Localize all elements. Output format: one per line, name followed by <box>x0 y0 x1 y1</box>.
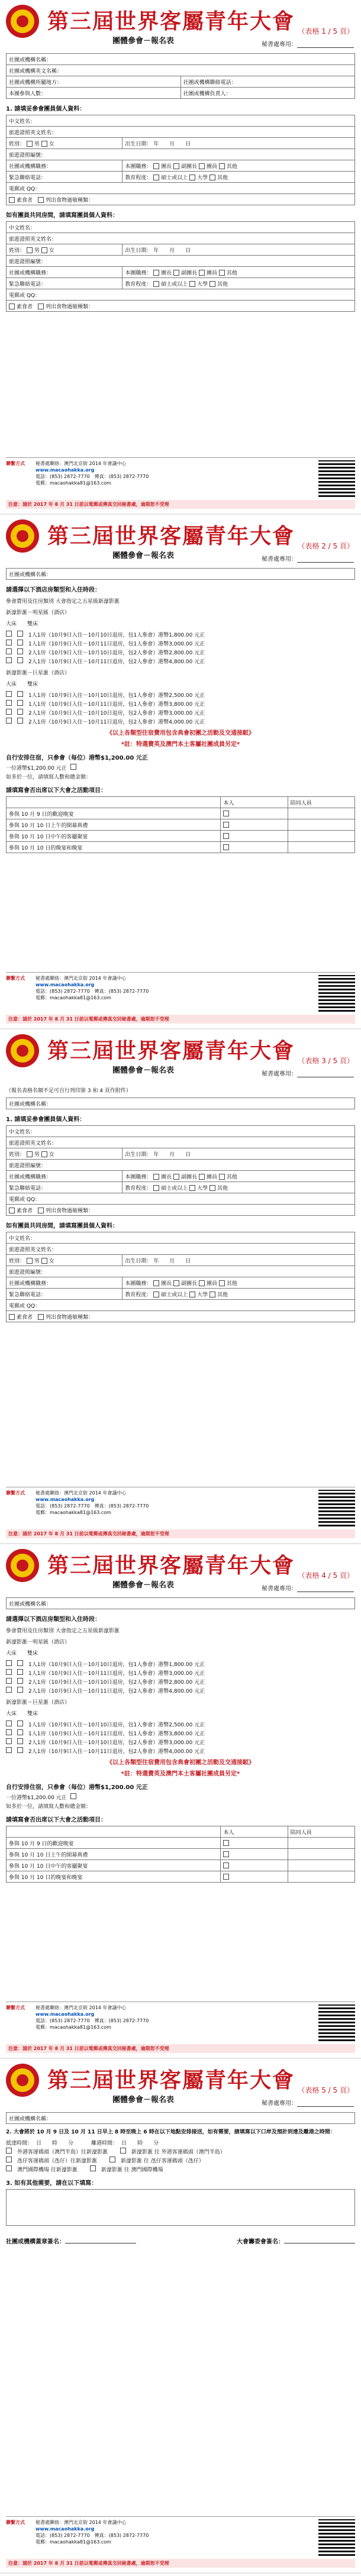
transfer-question: 2. 大會將於 10 月 9 日及 10 月 11 日早上 8 時至晚上 6 時在以下地點安排接送，如有需要，請填寫以下口岸及預計到達及離港之時間： <box>6 2129 336 2135</box>
footer-label: 聯繫方式 <box>6 461 25 466</box>
org-contact-field[interactable]: 社團或機構聯絡電話： <box>180 76 355 88</box>
room-option[interactable]: 2人1房（10月9日入住－10月10日退房，包2人參會）港幣2,800.00 元正 <box>6 648 355 656</box>
page-header: 第三屆世界客屬青年大會 團體參會－報名表 （表格 5 / 5 頁） 秘書處專用： <box>0 2059 361 2104</box>
education-field[interactable]: 教育程度： 碩士或以上 大學 其他 <box>123 172 355 183</box>
participant-table-3 <box>6 1125 355 1216</box>
org-post-field[interactable]: 社團或機構職務： <box>7 267 123 278</box>
page-footer: 聯繫方式 秘書處聯絡：澳門北京街 2014 年會議中心 www.macaohakka.org 電話：(853) 2872-7770 傳真：(853) 2872-7770 電郵：macaohakka81@163.com 注意：請於 2017 年 8 月 31 日前以電郵或傳真交回秘書處，逾期恕不受理 <box>6 2002 355 2053</box>
org-name-en-field[interactable]: 社團或機構英文名稱： <box>7 65 355 76</box>
self-checkbox[interactable] <box>221 1871 288 1883</box>
hotel-b-title: 新濠影滙－巨星滙（酒店） <box>6 670 70 676</box>
org-members-field[interactable]: 本團參與人數： <box>7 88 181 99</box>
dob-field[interactable]: 出生日期： 年 月 日 <box>123 1255 355 1266</box>
en-name-field[interactable]: 旅遊證照英文姓名： <box>7 127 355 138</box>
room-option[interactable]: 2人1房（10月9日入住－10月11日退房，包2人參會）港幣4,800.00 元正 <box>6 1687 355 1694</box>
qr-code-icon <box>318 1490 355 1526</box>
room-option[interactable]: 2人1房（10月9日入住－10月10日退房，包2人參會）港幣3,000.00 元正 <box>6 1738 355 1746</box>
transfer-option[interactable]: 澳門國際機場 往新濠影滙 新濠影滙 往 澳門國際機場 <box>6 2165 355 2173</box>
position-field[interactable]: 本團職務： 團長 副團長 團員 其他 <box>123 1171 355 1182</box>
room-option[interactable]: 1人1房（10月9日入住－10月10日退房，包1人參會）港幣1,800.00 元正 <box>6 1660 355 1668</box>
email-qq-field[interactable]: 電郵或 QQ： <box>7 1193 355 1205</box>
package-note: 《以上各類型住宿費用包含典會初團之活動及交通接駁》 <box>107 730 254 737</box>
form-page-number: （表格 5 / 5 頁） <box>298 2086 354 2094</box>
emergency-field[interactable]: 緊急聯絡電話： <box>7 1289 123 1300</box>
room-option[interactable]: 1人1房（10月9日入住－10月10日退房，包1人參會）港幣2,500.00 元正 <box>6 1720 355 1728</box>
self-more-field[interactable]: 如多於一位，請填寫人數和總金額： <box>6 1804 92 1810</box>
education-field[interactable]: 教育程度： 碩士或以上 大學 其他 <box>123 278 355 289</box>
cn-name-field[interactable]: 中文姓名： <box>7 1126 355 1137</box>
org-name-field[interactable]: 社團或機構名稱： <box>7 569 355 580</box>
position-field[interactable]: 本團職務： 團長 副團長 團員 其他 <box>123 160 355 172</box>
email-qq-field[interactable]: 電郵或 QQ： <box>7 183 355 194</box>
emergency-field[interactable]: 緊急聯絡電話： <box>7 1182 123 1193</box>
passport-field[interactable]: 旅遊證照編號： <box>7 1266 355 1277</box>
bed-type-header: 大床 雙床 <box>6 621 38 627</box>
emergency-field[interactable]: 緊急聯絡電話： <box>7 278 123 289</box>
en-name-field[interactable]: 旅遊證照英文姓名： <box>7 1244 355 1255</box>
secretariat-field[interactable] <box>262 39 354 48</box>
time-row[interactable]: 抵達時間： 日 時 分 離港時間： 日 時 分 <box>6 2141 159 2146</box>
org-info-table <box>6 53 355 99</box>
self-checkbox[interactable] <box>221 1838 288 1849</box>
emergency-field[interactable]: 緊急聯絡電話： <box>7 172 123 183</box>
hotel-subtitle: 參會費用及住房類別 大會指定之五星級新濠影滙 <box>6 599 120 605</box>
meal-field[interactable]: 素食者 列出食物過敏種類： <box>7 1205 355 1216</box>
gender-field[interactable]: 姓別： 男 女 <box>7 1148 123 1160</box>
org-info-table <box>6 568 355 580</box>
companion-field[interactable] <box>288 808 354 819</box>
form-page-number: （表格 3 / 5 頁） <box>298 1057 354 1065</box>
org-name-field[interactable]: 社團或機構名稱： <box>7 1098 355 1109</box>
other-needs-title: 3. 如有其他需要，請在以下填寫： <box>6 2180 98 2187</box>
secretariat-field[interactable]: 秘書處專用： <box>262 554 354 563</box>
form-page-number: （表格 4 / 5 頁） <box>298 1571 354 1580</box>
org-post-field[interactable]: 社團或機構職務： <box>7 1277 123 1289</box>
event-logo-icon <box>5 2062 40 2098</box>
org-address-field[interactable]: 社團或機構所屬地方： <box>7 76 181 88</box>
gender-field[interactable]: 姓別： 男 女 <box>7 244 123 256</box>
en-name-field[interactable]: 旅遊證照英文姓名： <box>7 233 355 244</box>
qr-code-icon <box>318 2004 355 2041</box>
event-title: 第三屆世界客屬青年大會 <box>47 9 295 34</box>
event-logo-icon <box>5 4 40 39</box>
form-page-2 <box>0 515 361 1029</box>
page-header: 第三屆世界客屬青年大會 團體參會－報名表 （表格 4 / 5 頁） 秘書處專用： <box>0 1544 361 1589</box>
meal-field[interactable]: 素食者 列出食物過敏種類： <box>7 1311 355 1322</box>
room-option[interactable]: 2人1房（10月9日入住－10月10日退房，包2人參會）港幣3,000.00 元正 <box>6 709 355 716</box>
cn-name-field[interactable]: 中文姓名： <box>7 115 355 127</box>
org-name-field[interactable]: 社團或機構名稱： <box>7 54 355 65</box>
page-footer: 聯繫方式 秘書處聯絡：澳門北京街 2014 年會議中心 www.macaohakka.org 電話：(853) 2872-7770 傳真：(853) 2872-7770 電郵：macaohakka81@163.com 注意：請於 2017 年 8 月 31 日前以電郵或傳真交回秘書處，逾期恕不受理 <box>6 1487 355 1538</box>
qr-code-icon <box>318 2519 355 2556</box>
position-field[interactable]: 本團職務： 團長 副團長 團員 其他 <box>123 267 355 278</box>
hotel-section-title: 請選擇以下酒店房類型和入住時段： <box>6 587 101 593</box>
meal-field[interactable]: 素食者 列出食物過敏種類： <box>7 301 355 312</box>
participant-table-2 <box>6 221 355 312</box>
self-fee-option[interactable]: 一位港幣$1,200.00 元正 <box>6 1793 355 1801</box>
footer-email-link[interactable]: 電郵：macaohakka81@163.com <box>36 995 111 1000</box>
signature-row <box>6 2236 355 2245</box>
en-name-field[interactable]: 旅遊證照英文姓名： <box>7 1137 355 1148</box>
room-option[interactable]: 2人1房（10月9日入住－10月11日退房，包2人參會）港幣4,000.00 元正 <box>6 1747 355 1755</box>
companion-field[interactable] <box>288 819 354 831</box>
org-post-field[interactable]: 社團或機構職務： <box>7 1171 123 1182</box>
room-option[interactable]: 1人1房（10月9日入住－10月10日退房，包1人參會）港幣1,800.00 元正 <box>6 631 355 638</box>
secretariat-field[interactable]: 秘書處專用： <box>262 2098 354 2107</box>
secretariat-field[interactable]: 秘書處專用： <box>262 1583 354 1592</box>
footer-contact: 秘書處聯絡：澳門北京街 2014 年會議中心 www.macaohakka.org 電話：(853) 2872-7770 傳真：(853) 2872-7770 電郵：macaohakka81@163.com <box>36 461 149 486</box>
page-header <box>0 0 361 48</box>
room-option[interactable]: 1人1房（10月9日入住－10月11日退房，包1人參會）港幣3,000.00 元正 <box>6 1669 355 1677</box>
room-option[interactable]: 1人1房（10月9日入住－10月11日退房，包1人參會）港幣3,800.00 元正 <box>6 700 355 708</box>
room-option[interactable]: 1人1房（10月9日入住－10月10日退房，包1人參會）港幣2,500.00 元正 <box>6 691 355 699</box>
footer-website-link[interactable]: www.macaohakka.org <box>36 2012 95 2017</box>
form-page-number: （表格 1 / 5 頁） <box>298 27 354 35</box>
page-header <box>0 515 361 563</box>
transfer-option[interactable]: 外港客運碼頭（澳門半島）往新濠影滙 新濠影滙 往 外港客運碼頭（澳門半島） <box>6 2148 355 2155</box>
form-page-number: （表格 2 / 5 頁） <box>298 542 354 550</box>
education-field[interactable]: 教育程度： 碩士或以上 大學 其他 <box>123 1289 355 1300</box>
room-option[interactable]: 2人1房（10月9日入住－10月10日退房，包2人參會）港幣2,800.00 元正 <box>6 1678 355 1686</box>
org-name-field[interactable]: 社團或機構名稱： <box>7 1598 355 1609</box>
form-subtitle: 團體參會－報名表 <box>112 37 175 46</box>
cn-name-field[interactable]: 中文姓名： <box>7 1232 355 1244</box>
footer-website-link[interactable]: www.macaohakka.org <box>36 467 95 473</box>
event-logo-icon <box>5 518 40 554</box>
transfer-option[interactable]: 氹仔客運碼頭（氹仔）往新濠影滙 新濠影滙 往 氹仔客運碼頭（氹仔） <box>6 2157 355 2164</box>
footer-email-link[interactable]: 電郵：macaohakka81@163.com <box>36 1510 111 1515</box>
other-needs-field[interactable] <box>6 2189 355 2226</box>
room-option[interactable]: 1人1房（10月9日入住－10月11日退房，包1人參會）港幣3,800.00 元正 <box>6 1729 355 1737</box>
footer-email-link[interactable]: 電郵：macaohakka81@163.com <box>36 480 111 486</box>
form-page-5 <box>0 2059 361 2574</box>
form-page-4: 第三屆世界客屬青年大會 團體參會－報名表 （表格 4 / 5 頁） 秘書處專用： 社團或機構名稱： 請選擇以下酒店房類型和入住時段： 參會費用及住房類別 大會指定之五星級新濠影滙 新濠影滙－明星匯（酒店） 大床 雙床 1人1房（10月9日入住－10月10日退房，包1人參會）港幣1,800.00 元正 1人1房（10月9日入住－10月11日退房，包1人參會）港幣3,000.00 元正 2人1房（10月9日入住－10月10日退房，包2人參會）港幣2,800.00 元正 2人1房（10月9日入住－10月11日退房，包2人參會）港幣4,800.00 元正 新濠影滙－巨星滙（酒店） 大床 雙床 1人1房（10月9日入住－10月10日退房，包1人參會）港幣2,500.00 元正 1人1房（10月9日入住－10月11日退房，包1人參會）港幣3,800.00 元正 2人1房（10月9日入住－10月10日退房，包2人參會）港幣3,000.00 元正 2人1房（10月9日入住－10月11日退房，包2人參會）港幣4,000.00 元正 《以上各類型住宿費用包含典會初團之活動及交通接駁》 *註：特選費英及澳門本土客屬社團成員另定* 自行安排住宿，只參會（每位）港幣$1,200.00 元正 一位港幣$1,200.00 元正 如多於一位，請填寫人數和總金額： 請填寫會否出席以下大會之活動項目： 本人 陪同人員 參與 10 月 9 日的歡迎晚宴 參與 10 月 10 日上午的開幕典禮 參與 10 月 10 日中午的客屬聚宴 參與 10 月 10 日的晚宴和晚宴 聯繫方式 秘書處聯絡：澳門北京街 2014 年會議中心 www.macaohakka.org 電話：(853) 2872-7770 傳真：(853) 2872-7770 電郵：macaohakka81@163.com 注意：請於 2017 年 8 月 31 日前以電郵或傳真交回秘書處，逾期恕不受理 <box>0 1544 361 2059</box>
education-field[interactable]: 教育程度： 碩士或以上 大學 其他 <box>123 1182 355 1193</box>
participant-table-4 <box>6 1232 355 1322</box>
form-subtitle: 團體參會－報名表 <box>112 551 175 560</box>
passport-field[interactable]: 旅遊證照編號： <box>7 1160 355 1171</box>
page-footer: 聯繫方式 秘書處聯絡：澳門北京街 2014 年會議中心 www.macaohakka.org 電話：(853) 2872-7770 傳真：(853) 2872-7770 電郵：macaohakka81@163.com 注意：請於 2017 年 8 月 31 日前以電郵或傳真交回秘書處，逾期恕不受理 <box>6 2516 355 2568</box>
email-qq-field[interactable]: 電郵或 QQ： <box>7 289 355 301</box>
org-head-field[interactable]: 社團或機構負責人： <box>180 88 355 99</box>
passport-field[interactable]: 旅遊證照編號： <box>7 149 355 160</box>
self-fee-option[interactable]: 一位港幣$1,200.00 元正 <box>6 764 355 771</box>
org-signature-field[interactable]: 社團或機構蓋章簽名： <box>6 2236 136 2245</box>
footer-warning: 注意：請於 2017 年 8 月 31 日前以電郵或傳真交回秘書處，逾期恕不受理 <box>6 500 355 509</box>
bed-type-header: 大床 雙床 <box>6 682 38 687</box>
room-option[interactable]: 1人1房（10月9日入住－10月11日退房，包1人參會）港幣3,000.00 元正 <box>6 640 355 647</box>
email-qq-field[interactable]: 電郵或 QQ： <box>7 1300 355 1311</box>
dob-field[interactable]: 出生日期： 年 月 日 <box>123 244 355 256</box>
extra-copy-note: （報名表格名額不足可自行列印第 3 和 4 頁作附件） <box>6 1088 131 1094</box>
page-header: 第三屆世界客屬青年大會 團體參會－報名表 （表格 3 / 5 頁） 秘書處專用： <box>0 1029 361 1074</box>
companion-field[interactable] <box>288 1871 354 1883</box>
org-info-table <box>6 2112 355 2124</box>
companion-field[interactable] <box>288 831 354 842</box>
event-logo-icon <box>5 1033 40 1069</box>
gender-field[interactable]: 姓別： 男 女 <box>7 138 123 149</box>
qr-code-icon <box>318 975 355 1012</box>
org-name-field[interactable]: 社團或機構名稱： <box>7 2113 355 2124</box>
footer-website-link[interactable]: www.macaohakka.org <box>36 982 95 987</box>
companion-field[interactable] <box>288 1860 354 1871</box>
position-field[interactable]: 本團職務： 團長 副團長 團員 其他 <box>123 1277 355 1289</box>
committee-signature-field[interactable]: 大會籌委會簽名： <box>237 2236 355 2245</box>
hotel-a-title: 新濠影滙－明星匯（酒店） <box>6 610 70 616</box>
footer-website-link[interactable]: www.macaohakka.org <box>36 2526 95 2532</box>
footer-email-link[interactable]: 電郵：macaohakka81@163.com <box>36 2025 111 2030</box>
page-footer <box>6 457 355 509</box>
form-page-1 <box>0 0 361 515</box>
footer-email-link[interactable]: 電郵：macaohakka81@163.com <box>36 2539 111 2545</box>
activities-table: 本人 陪同人員 參與 10 月 9 日的歡迎晚宴 參與 10 月 10 日上午的開幕典禮 參與 10 月 10 日中午的客屬聚宴 參與 10 月 10 日的晚宴和晚宴 <box>6 1826 355 1883</box>
companion-field[interactable] <box>288 842 354 853</box>
self-checkbox[interactable] <box>221 842 288 853</box>
companion-field[interactable] <box>288 1849 354 1860</box>
page-footer: 聯繫方式 秘書處聯絡：澳門北京街 2014 年會議中心 www.macaohakka.org 電話：(853) 2872-7770 傳真：(853) 2872-7770 電郵：macaohakka81@163.com 注意：請於 2017 年 8 月 31 日前以電郵或傳真交回秘書處，逾期恕不受理 <box>6 972 355 1024</box>
cn-name-field[interactable]: 中文姓名： <box>7 222 355 233</box>
self-checkbox[interactable] <box>221 808 288 819</box>
companion-field[interactable] <box>288 1838 354 1849</box>
participant-table-1 <box>6 115 355 205</box>
activities-table: 本人 陪同人員 參與 10 月 9 日的歡迎晚宴 參與 10 月 10 日上午的開幕典禮 參與 10 月 10 日中午的客屬聚宴 參與 10 月 10 日的晚宴和晚宴 <box>6 796 355 853</box>
participant-section-title: 1. 請填妥參會團員個人資料： <box>6 106 86 112</box>
local-member-note: *註：特選費英及澳門本土客屬社團成員另定* <box>121 741 240 748</box>
footer-website-link[interactable]: www.macaohakka.org <box>36 1497 95 1502</box>
room-option[interactable]: 2人1房（10月9日入住－10月11日退房，包2人參會）港幣4,000.00 元正 <box>6 718 355 725</box>
secretariat-label: 秘書處專用： <box>262 41 297 48</box>
dob-field[interactable]: 出生日期： 年 月 日 <box>123 1148 355 1160</box>
form-page-3: 第三屆世界客屬青年大會 團體參會－報名表 （表格 3 / 5 頁） 秘書處專用： （報名表格名額不足可自行列印第 3 和 4 頁作附件） 社團或機構名稱： 1. 請填妥參會團員個人資料： 中文姓名： 旅遊證照英文姓名： 姓別： 男 女 出生日期： 年 月 日 旅遊證照編號： 社團或機構職務： 本團職務： 團長 副團長 團員 其他 緊急聯絡電話： 教育程度： 碩士或以上 大學 其他 電郵或 QQ： 素食者 列出食物過敏種類： 如有團員共同房間，請填寫團員個人資料： 中文姓名： 旅遊證照英文姓名： 姓別： 男 女 出生日期： 年 月 日 旅遊證照編號： 社團或機構職務： 本團職務： 團長 副團長 團員 其他 緊急聯絡電話： 教育程度： 碩士或以上 大學 其他 電郵或 QQ： 素食者 列出食物過敏種類： 聯繫方式 秘書處聯絡：澳門北京街 2014 年會議中心 www.macaohakka.org 電話：(853) 2872-7770 傳真：(853) 2872-7770 電郵：macaohakka81@163.com 注意：請於 2017 年 8 月 31 日前以電郵或傳真交回秘書處，逾期恕不受理 <box>0 1029 361 1544</box>
event-title: 第三屆世界客屬青年大會 <box>47 524 295 548</box>
activities-title: 請填寫會否出席以下大會之活動項目： <box>6 787 107 794</box>
qr-code-icon <box>318 460 355 497</box>
self-checkbox[interactable] <box>221 1849 288 1860</box>
self-checkbox[interactable] <box>221 831 288 842</box>
room-option[interactable]: 2人1房（10月9日入住－10月11日退房，包2人參會）港幣4,800.00 元正 <box>6 657 355 665</box>
passport-field[interactable]: 旅遊證照編號： <box>7 256 355 267</box>
secretariat-field[interactable]: 秘書處專用： <box>262 1069 354 1077</box>
org-info-table <box>6 1597 355 1609</box>
dob-field[interactable]: 出生日期： 年 月 日 <box>123 138 355 149</box>
self-checkbox[interactable] <box>221 819 288 831</box>
self-more-field[interactable]: 如多於一位，請填寫人數和總金額： <box>6 774 92 780</box>
org-post-field[interactable]: 社團或機構職務： <box>7 160 123 172</box>
roommate-section-title: 如有團員共同房間，請填寫團員個人資料： <box>6 212 118 219</box>
meal-field[interactable]: 素食者 列出食物過敏種類： <box>7 194 355 205</box>
gender-field[interactable]: 姓別： 男 女 <box>7 1255 123 1266</box>
self-arrange-title: 自行安排住宿，只參會（每位）港幣$1,200.00 元正 <box>6 755 148 761</box>
event-logo-icon <box>5 1548 40 1583</box>
self-checkbox[interactable] <box>221 1860 288 1871</box>
org-info-table <box>6 1097 355 1109</box>
